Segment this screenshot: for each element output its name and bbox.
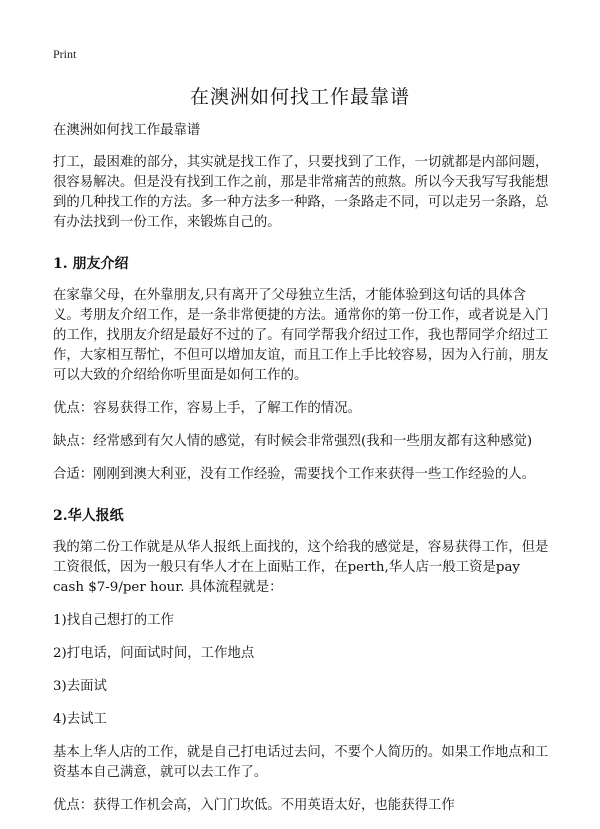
section-heading-newspaper: 2.华人报纸	[53, 508, 124, 524]
article-body	[53, 121, 550, 829]
section1-cons: 缺点：经常感到有欠人情的感觉，有时候会非常强烈(我和一些朋友都有这种感觉)	[53, 434, 533, 449]
section-heading-friends: 1. 朋友介绍	[53, 256, 129, 272]
section1-pros: 优点：容易获得工作，容易上手，了解工作的情况。	[53, 401, 361, 416]
intro-paragraph: 打工，最困难的部分，其实就是找工作了，只要找到了工作，一切就都是内部问题，很容易解决。但是没有找到工作之前，那是非常痛苦的煎熬。所以今天我写写我能想到的几种找工作的方法。多一种方法多一种路，一条路走不同，可以走另一条路，总有办法找到一份工作，来锻炼自己的。	[53, 155, 549, 230]
print-link[interactable]: Print	[53, 47, 77, 61]
step-item: 1)找自己想打的工作	[53, 613, 174, 628]
section2-summary: 基本上华人店的工作，就是自己打电话过去问，不要个人简历的。如果工作地点和工资基本自己满意，就可以去工作了。	[53, 745, 549, 780]
section2-body: 我的第二份工作就是从华人报纸上面找的，这个给我的感觉是，容易获得工作，但是工资很低，因为一般只有华人才在上面贴工作，在perth,华人店一般工资是pay cash $7-9/per hour. 具体流程就是：	[53, 540, 549, 595]
article-subtitle: 在澳洲如何找工作最靠谱	[53, 123, 201, 138]
step-item: 4)去试工	[53, 712, 107, 727]
page-title: 在澳洲如何找工作最靠谱	[189, 86, 410, 108]
section1-body: 在家靠父母，在外靠朋友,只有离开了父母独立生活，才能体验到这句话的具体含义。考朋友介绍工作，是一条非常便捷的方法。通常你的第一份工作，或者说是入门的工作，找朋友介绍是最好不过的了。有同学帮我介绍过工作，我也帮同学介绍过工作，大家相互帮忙，不但可以增加友谊，而且工作上手比较容易，因为入行前，朋友可以大致的介绍给你听里面是如何工作的。	[53, 288, 549, 383]
step-item: 3)去面试	[53, 679, 107, 694]
section1-fit: 合适：刚刚到澳大利亚，没有工作经验，需要找个工作来获得一些工作经验的人。	[53, 467, 536, 482]
section2-pros: 优点：获得工作机会高，入门门坎低。不用英语太好，也能获得工作	[53, 798, 455, 813]
step-item: 2)打电话，问面试时间，工作地点	[53, 646, 255, 661]
